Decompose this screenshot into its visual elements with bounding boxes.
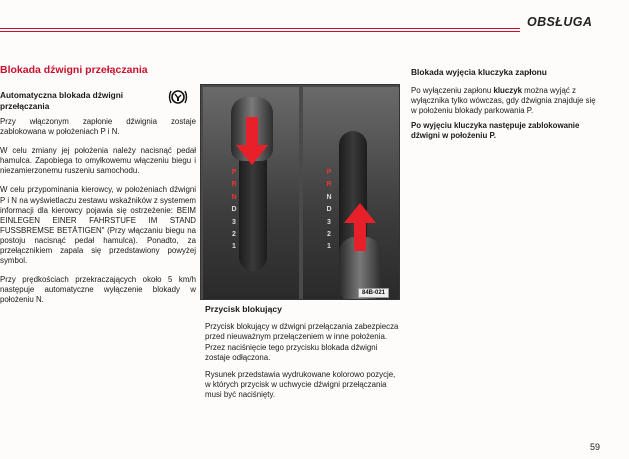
gear-label: 1 bbox=[327, 243, 331, 251]
brake-pedal-warning-icon bbox=[168, 88, 188, 106]
caption-title: Przycisk blokujący bbox=[205, 304, 282, 314]
gear-indicator bbox=[229, 167, 239, 254]
right-paragraph-2: Po wyjęciu kluczyka następuje zablokowanie dźwigni w położeniu P. bbox=[411, 120, 580, 140]
gear-label: 1 bbox=[232, 243, 236, 251]
caption-paragraph-1: Przycisk blokujący w dźwigni przełączania zabezpiecza przed nieuważnym przełączeniem w inne położenia. Przez naciśnięcie tego przycisku blokada dźwigni zostaje odłączona. bbox=[205, 322, 399, 363]
right-column bbox=[411, 67, 603, 145]
gear-label: P bbox=[326, 169, 332, 176]
figure-panel-right bbox=[303, 87, 399, 299]
gear-lever-figure bbox=[200, 84, 400, 300]
paragraph-3: W celu przypominania kierowcy, w położeniach dźwigni P i N na wyświetlaczu zestawu wskaźników z systemem informacji dla kierowcy pojawia się ostrzeżenie: BEIM EINLEGEN EINER FAHRSTUFE IM STAND FUSSBREMSE BETÄTIGEN" (Przy włączaniu biegu na postoju nacisnąć pedał hamulca). Ponadto, za przełącznikiem zapala się przedstawiony powyżej symbol. bbox=[0, 185, 196, 266]
gear-label: D bbox=[326, 206, 332, 214]
arrow-down-icon bbox=[235, 117, 269, 165]
emphasis: kluczyk bbox=[493, 86, 522, 95]
gear-label: N bbox=[326, 193, 332, 201]
gear-label: 3 bbox=[232, 218, 236, 226]
gear-label: R bbox=[231, 181, 237, 189]
gear-label: 2 bbox=[232, 231, 236, 239]
section-header: OBSŁUGA bbox=[527, 15, 593, 29]
gear-label: N bbox=[231, 193, 237, 201]
gear-label: P bbox=[231, 169, 237, 176]
figure-caption bbox=[205, 304, 401, 407]
gear-label: 2 bbox=[327, 231, 331, 239]
header-rule-secondary bbox=[0, 31, 520, 32]
gear-label: D bbox=[231, 206, 237, 214]
arrow-up-icon bbox=[343, 203, 377, 251]
right-heading: Blokada wyjęcia kluczyka zapłonu bbox=[411, 67, 547, 77]
page-number: 59 bbox=[590, 442, 601, 452]
figure-code: 84B-021 bbox=[358, 288, 389, 298]
text-span: Po wyłączeniu zapłonu bbox=[411, 86, 494, 95]
paragraph-1: Przy włączonym zapłonie dźwignia zostaje zablokowana w położeniach P i N. bbox=[0, 117, 196, 137]
header-rule bbox=[0, 28, 520, 29]
figure-panel-left bbox=[203, 87, 299, 299]
subheading: Automatyczna blokada dźwigni przełączania bbox=[0, 90, 124, 111]
right-paragraph-1 bbox=[411, 86, 603, 117]
section-title: Blokada dźwigni przełączania bbox=[0, 64, 148, 76]
caption-paragraph-2: Rysunek przedstawia wydrukowane kolorowo pozycje, w których przycisk w uchwycie dźwigni przełączania musi być naciśnięty. bbox=[205, 369, 396, 400]
left-column bbox=[0, 64, 196, 306]
gear-indicator bbox=[324, 167, 334, 254]
paragraph-2: W celu zmiany jej położenia należy nacisnąć pedał hamulca. Zapobiega to omyłkowemu włączeniu biegu i niezamierzonemu ruszeniu samochodu. bbox=[0, 146, 196, 176]
gear-label: R bbox=[326, 181, 332, 189]
paragraph-4: Przy prędkościach przekraczających około 5 km/h następuje automatyczne wyłączenie blokady w położeniu N. bbox=[0, 275, 196, 305]
text-span: można wyjąć z wyłącznika tylko wówczas, gdy dźwignia znajduje się w położeniu blokady parkowania P. bbox=[411, 86, 596, 116]
gear-label: 3 bbox=[327, 218, 331, 226]
